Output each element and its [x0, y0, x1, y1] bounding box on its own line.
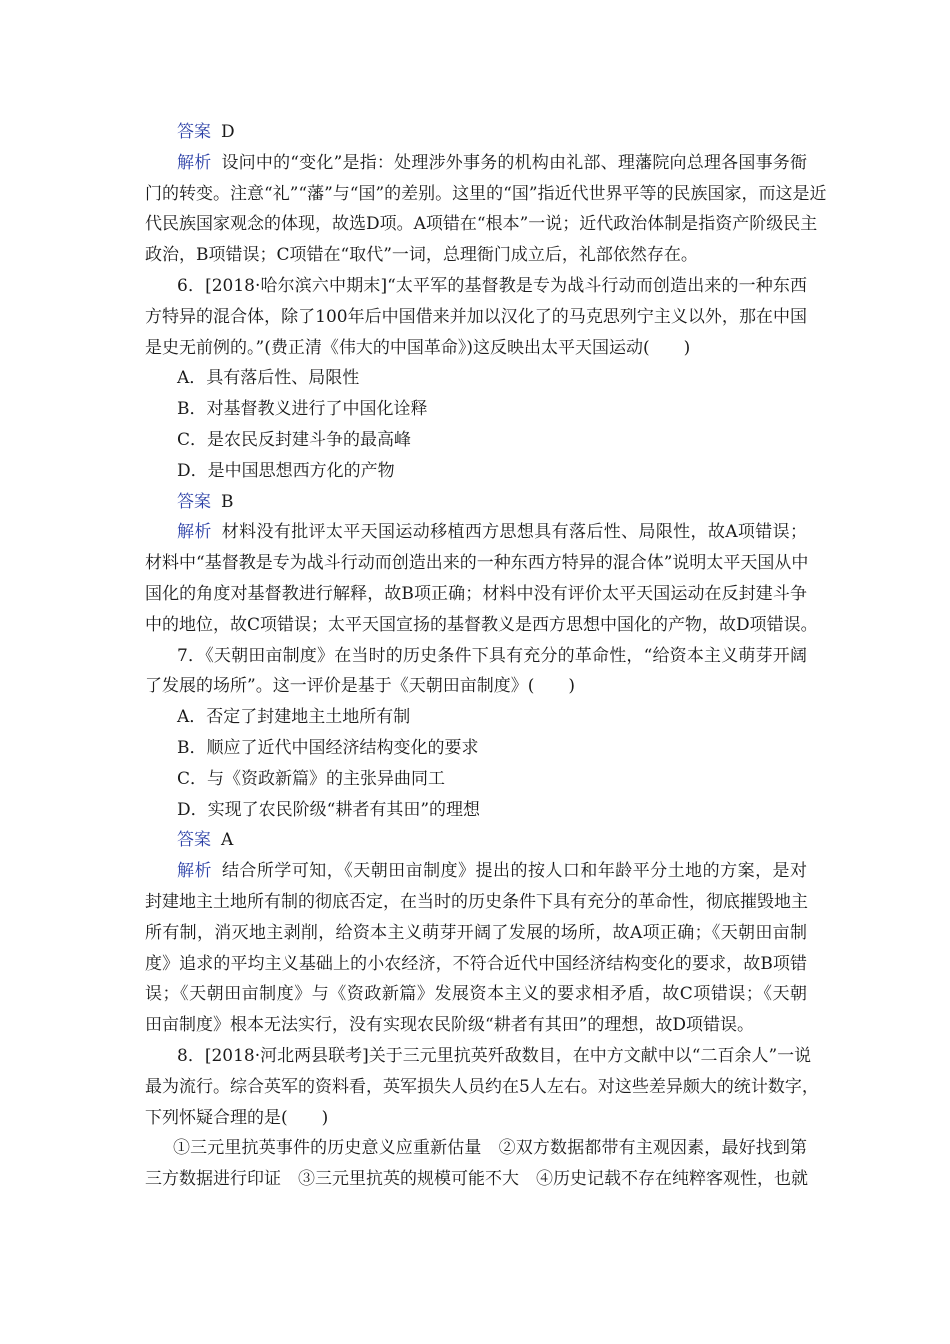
analysis-label: 解析: [177, 152, 212, 173]
document-body: [145, 117, 827, 1195]
q6-option-c: C．是农民反封建斗争的最高峰: [177, 429, 412, 450]
q7-analysis-line: 所有制，消灭地主剥削，给资本主义萌芽开阔了发展的场所，故A项正确；《天朝田亩制: [145, 922, 807, 943]
q5-analysis-line: 政治，B项错误；C项错在“取代”一词，总理衙门成立后，礼部依然存在。: [145, 245, 698, 266]
q6-analysis-line: 国化的角度对基督教进行解释，故B项正确；材料中没有评价太平天国运动在反封建斗争: [145, 583, 807, 604]
answer-label: 答案: [177, 491, 211, 512]
analysis-label: 解析: [177, 861, 212, 882]
answer-label: 答案: [177, 122, 211, 142]
q7-option-a: A．否定了封建地主土地所有制: [177, 707, 411, 728]
q5-analysis-line: 门的转变。注意“礼”“藩”与“国”的差别。这里的“国”指近代世界平等的民族国家，而这是近: [145, 183, 827, 204]
q8-choices-line: ①三元里抗英事件的历史意义应重新估量 ②双方数据都带有主观因素，最好找到第: [173, 1138, 807, 1159]
answer-value: B: [221, 491, 234, 512]
q7-option-d: D．实现了农民阶级“耕者有其田”的理想: [177, 799, 481, 820]
q5-analysis-line: 解析 设问中的“变化”是指：处理涉外事务的机构由礼部、理藩院向总理各国事务衙: [177, 152, 808, 173]
q5-analysis-line: 代民族国家观念的体现，故选D项。A项错在“根本”一说；近代政治体制是指资产阶级民主: [145, 214, 818, 235]
q6-stem-line: 是史无前例的。”(费正清《伟大的中国革命》)这反映出太平天国运动( ): [145, 337, 691, 358]
q7-analysis-line: 度》追求的平均主义基础上的小农经济，不符合近代中国经济结构变化的要求，故B项错: [145, 953, 807, 974]
q6-stem-line: 6．[2018·哈尔滨六中期末]“太平军的基督教是专为战斗行动而创造出来的一种东西: [177, 275, 807, 296]
answer-value: D: [221, 122, 235, 142]
q7-analysis-line: 田亩制度》根本无法实行，没有实现农民阶级“耕者有其田”的理想，故D项错误。: [145, 1015, 755, 1036]
q6-option-d: D．是中国思想西方化的产物: [177, 460, 395, 481]
q8-stem-line: 下列怀疑合理的是( ): [145, 1107, 329, 1128]
q5-answer: [145, 117, 807, 148]
q8-choices-line: 三方数据进行印证 ③三元里抗英的规模可能不大 ④历史记载不存在纯粹客观性，也就: [145, 1169, 808, 1190]
q6-analysis-line: 中的地位，故C项错误；太平天国宣扬的基督教义是西方思想中国化的产物，故D项错误。: [145, 614, 818, 635]
answer-label: 答案: [177, 830, 211, 851]
q6-option-a: A．具有落后性、局限性: [177, 368, 360, 389]
q6-answer: [145, 487, 807, 518]
q7-analysis-line: 误；《天朝田亩制度》与《资政新篇》发展资本主义的要求相矛盾，故C项错误；《天朝: [145, 984, 807, 1005]
q7-analysis-line: 封建地主土地所有制的彻底否定，在当时的历史条件下具有充分的革命性，彻底摧毁地主: [145, 891, 808, 912]
q8-stem-line: 8．[2018·河北两县联考]关于三元里抗英歼敌数目，在中方文献中以“二百余人”一说: [177, 1045, 812, 1066]
q7-answer: [145, 825, 807, 856]
q6-analysis-line: 解析 材料没有批评太平天国运动移植西方思想具有落后性、局限性，故A项错误；: [177, 522, 808, 543]
analysis-label: 解析: [177, 522, 212, 543]
q6-option-b: B．对基督教义进行了中国化诠释: [177, 399, 428, 420]
q7-option-c: C．与《资政新篇》的主张异曲同工: [177, 768, 446, 789]
q8-stem-line: 最为流行。综合英军的资料看，英军损失人员约在5人左右。对这些差异颇大的统计数字，: [145, 1076, 819, 1097]
answer-value: A: [221, 830, 234, 851]
q6-analysis-line: 材料中“基督教是专为战斗行动而创造出来的一种东西方特异的混合体”说明太平天国从中: [145, 553, 809, 574]
q7-stem-line: 了发展的场所”。这一评价是基于《天朝田亩制度》( ): [145, 676, 575, 697]
q6-stem-line: 方特异的混合体，除了100年后中国借来并加以汉化了的马克思列宁主义以外，那在中国: [145, 306, 807, 327]
q7-stem-line: 7．《天朝田亩制度》在当时的历史条件下具有充分的革命性，“给资本主义萌芽开阔: [177, 645, 807, 666]
q7-analysis-line: 解析 结合所学可知，《天朝田亩制度》提出的按人口和年龄平分土地的方案，是对: [177, 861, 808, 882]
q7-option-b: B．顺应了近代中国经济结构变化的要求: [177, 737, 479, 758]
